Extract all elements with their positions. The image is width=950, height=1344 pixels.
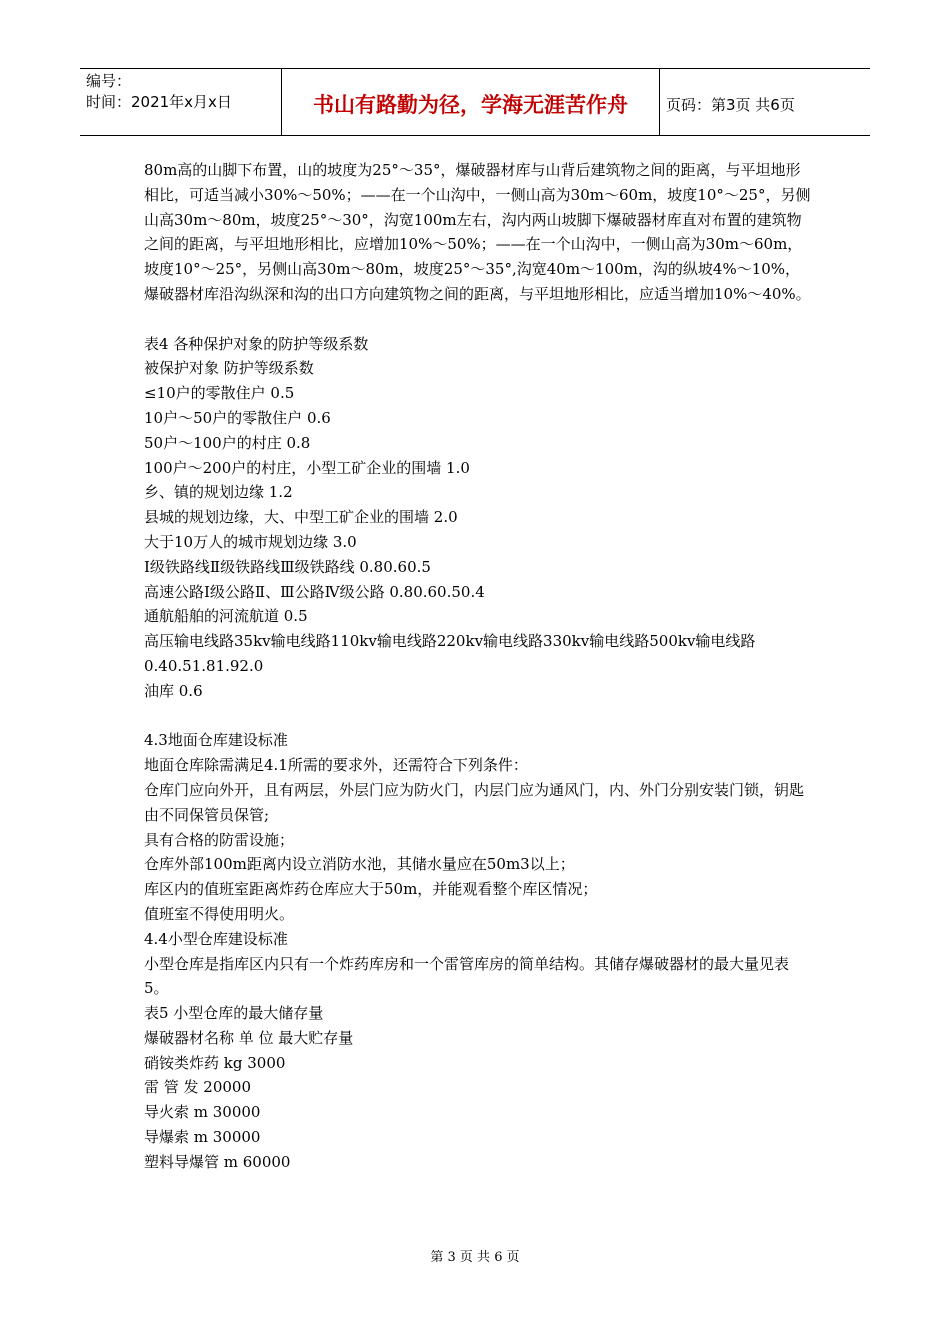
body-paragraph: 大于10万人的城市规划边缘 3.0 <box>144 532 357 551</box>
body-paragraph: 高压输电线路35kv输电线路110kv输电线路220kv输电线路330kv输电线路500kv输电线路 0.40.51.81.92.0 <box>144 632 756 675</box>
page-footer: 第 3 页 共 6 页 <box>430 1250 520 1265</box>
body-paragraph: 4.4小型仓库建设标准 <box>144 929 288 948</box>
body-paragraph: 爆破器材名称 单 位 最大贮存量 <box>144 1028 354 1047</box>
body-paragraph: 县城的规划边缘，大、中型工矿企业的围墙 2.0 <box>144 508 458 527</box>
body-paragraph: 被保护对象 防护等级系数 <box>144 359 314 378</box>
body-paragraph: 硝铵类炸药 kg 3000 <box>144 1053 286 1072</box>
document-time-label: 时间：2021年x月x日 <box>86 93 232 111</box>
body-paragraph: 表5 小型仓库的最大储存量 <box>144 1004 324 1023</box>
body-paragraph: 油库 0.6 <box>144 681 203 700</box>
body-paragraph: 导火索 m 30000 <box>144 1103 261 1122</box>
body-paragraph: 雷 管 发 20000 <box>144 1078 252 1097</box>
body-paragraph: 表4 各种保护对象的防护等级系数 <box>144 334 369 353</box>
body-paragraph: 小型仓库是指库区内只有一个炸药库房和一个雷管库房的简单结构。其储存爆破器材的最大量见表5。 <box>144 954 790 998</box>
header-motto: 书山有路勤为径，学海无涯苦作舟 <box>282 69 660 135</box>
body-paragraph: 塑料导爆管 m 60000 <box>144 1152 291 1171</box>
body-paragraph: Ⅰ级铁路线Ⅱ级铁路线Ⅲ级铁路线 0.80.60.5 <box>144 557 431 576</box>
body-paragraph: 值班室不得使用明火。 <box>144 904 295 923</box>
body-paragraph: 乡、镇的规划边缘 1.2 <box>144 483 293 502</box>
body-paragraph: 地面仓库除需满足4.1所需的要求外，还需符合下列条件： <box>144 756 528 775</box>
body-paragraph: 80m高的山脚下布置，山的坡度为25°～35°，爆破器材库与山背后建筑物之间的距离，与平坦地形相比，可适当减小30%～50%；——在一个山沟中，一侧山高为30m～60m，坡度10°～25°，另侧山高30m～80m，坡度25°～30°，沟宽100m左右，沟内两山坡脚下爆破器材库直对布置的建筑物之间的距离，与平坦地形相比，应增加10%～50%；——在一个山沟中，一侧山高为30m～60m，坡度10°～25°，另侧山高30m～80m，坡度25°～35°,沟宽40m～100m，沟的纵坡4%～10%，爆破器材库沿沟纵深和沟的出口方向建筑物之间的距离，与平坦地形相比，应适当增加10%～40%。 <box>144 161 811 303</box>
page-header <box>80 68 870 136</box>
blank-line <box>144 307 812 332</box>
body-paragraph: 导爆索 m 30000 <box>144 1128 261 1147</box>
body-paragraph: 10户～50户的零散住户 0.6 <box>144 408 331 427</box>
body-paragraph: 50户～100户的村庄 0.8 <box>144 433 311 452</box>
body-paragraph: 100户～200户的村庄，小型工矿企业的围墙 1.0 <box>144 458 470 477</box>
body-paragraph: 库区内的值班室距离炸药仓库应大于50m，并能观看整个库区情况； <box>144 880 598 899</box>
body-paragraph: ≤10户的零散住户 0.5 <box>144 384 295 403</box>
body-paragraph: 通航船舶的河流航道 0.5 <box>144 607 308 626</box>
header-page-info: 页码：第3页 共6页 <box>666 95 795 114</box>
header-meta <box>80 69 282 135</box>
body-paragraph: 4.3地面仓库建设标准 <box>144 731 288 750</box>
body-paragraph: 具有合格的防雷设施； <box>144 830 295 849</box>
body-paragraph: 仓库门应向外开，且有两层，外层门应为防火门，内层门应为通风门，内、外门分别安装门锁，钥匙由不同保管员保管; <box>144 780 805 824</box>
body-paragraph: 高速公路Ⅰ级公路Ⅱ、Ⅲ公路Ⅳ级公路 0.80.60.50.4 <box>144 582 485 601</box>
body-paragraph: 仓库外部100m距离内设立消防水池，其储水量应在50m3以上； <box>144 855 575 874</box>
document-number-label: 编号： <box>86 72 132 90</box>
blank-line <box>144 704 812 729</box>
document-body <box>144 158 812 1175</box>
